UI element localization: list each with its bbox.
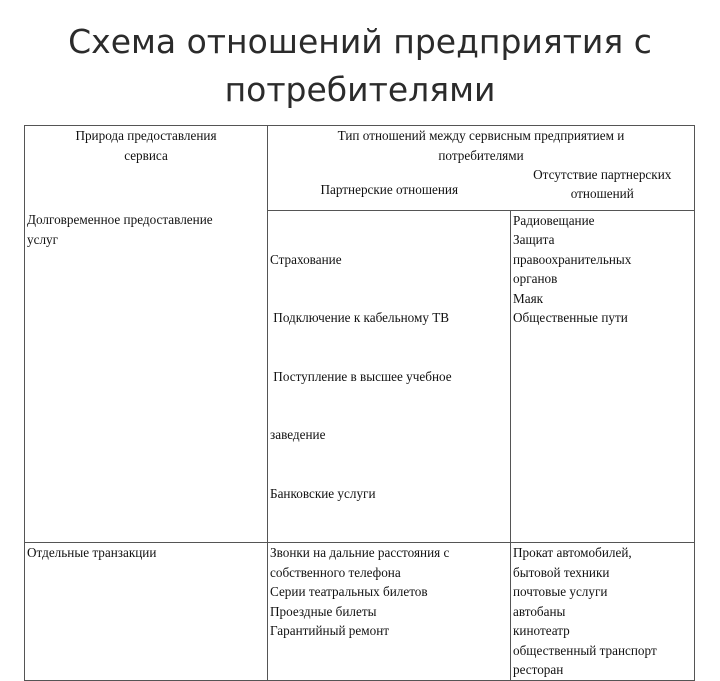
row-partner-line: Поступление в высшее учебное (270, 368, 452, 384)
header-relation-type-line: потребителями (438, 147, 524, 163)
row-no-partner-cell (511, 210, 695, 543)
row-partner-line: Подключение к кабельному ТВ (270, 310, 450, 325)
row-no-partner-line: органов (513, 271, 558, 286)
slide-title (0, 18, 720, 114)
relations-table (24, 125, 695, 681)
row-partner-cell (268, 210, 511, 543)
row-no-partner-line: Маяк (513, 290, 544, 306)
row-no-partner-line: кинотеатр (513, 623, 570, 638)
row-no-partner-line: ресторан (513, 662, 564, 677)
row-no-partner-line: Общественные пути (513, 310, 628, 325)
header-relation-type-line: Тип отношений между сервисным предприятием и (337, 128, 625, 143)
table-row (25, 543, 695, 681)
row-partner-line: Звонки на дальние расстояния с (270, 545, 450, 560)
header-no-partner-line: Отсутствие партнерских (533, 166, 672, 182)
row-no-partner-line: почтовые услуги (513, 584, 608, 599)
header-nature-cell (25, 126, 268, 211)
row-partner-line: Гарантийный ремонт (270, 623, 390, 638)
header-nature-line: Природа предоставления (75, 128, 217, 143)
slide-title-line-1: Схема отношений предприятия с (68, 22, 652, 61)
row-no-partner-line: автобаны (513, 603, 566, 619)
row-partner-line: заведение (270, 427, 326, 442)
row-no-partner-line: бытовой техники (513, 564, 610, 580)
header-no-partner-line: отношений (570, 186, 634, 201)
row-nature-line: Долговременное предоставление (27, 212, 213, 227)
row-partner-line: Банковские услуги (270, 485, 376, 501)
row-no-partner-line: общественный транспорт (513, 642, 657, 658)
row-no-partner-line: Прокат автомобилей, (513, 545, 632, 560)
row-partner-line: Серии театральных билетов (270, 584, 428, 599)
slide-title-line-2: потребителями (224, 70, 496, 109)
header-partner-cell (268, 171, 511, 211)
header-partner-text: Партнерские отношения (320, 182, 459, 198)
row-nature-line: Отдельные транзакции (27, 545, 157, 560)
row-no-partner-cell (511, 543, 695, 681)
row-partner-cell (268, 543, 511, 681)
row-no-partner-line: правоохранительных (513, 251, 632, 267)
row-nature-cell (25, 543, 268, 681)
row-no-partner-line: Радиовещание (513, 212, 595, 228)
row-partner-line: Проездные билеты (270, 603, 377, 619)
row-nature-cell (25, 210, 268, 543)
row-partner-line: собственного телефона (270, 564, 401, 580)
row-no-partner-line: Защита (513, 232, 555, 247)
header-no-partner-cell (511, 165, 695, 205)
table-row (25, 210, 695, 543)
row-nature-line: услуг (27, 231, 59, 247)
header-nature-line: сервиса (124, 147, 168, 163)
row-partner-line: Страхование (270, 251, 342, 267)
